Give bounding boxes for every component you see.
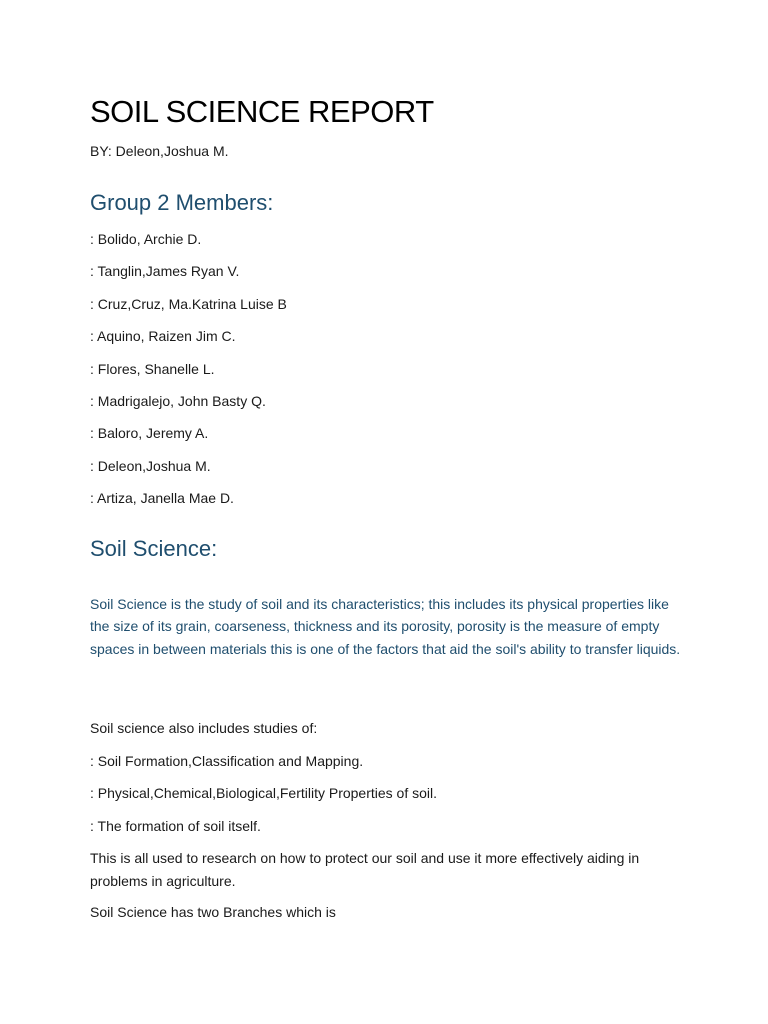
soil-science-definition: Soil Science is the study of soil and its characteristics; this includes its physical properties like the size of its grain, coarseness, thickness and its porosity, porosity is the measure of empty spaces in between materials this is one of the factors that aid the soil's ability to transfer liquids. [90,596,681,657]
member-item: : Bolido, Archie D. [90,231,202,247]
report-title: SOIL SCIENCE REPORT [90,94,434,129]
author-byline: BY: Deleon,Joshua M. [90,143,229,159]
member-item: : Deleon,Joshua M. [90,457,211,474]
studies-intro: Soil science also includes studies of: [90,720,318,736]
studies-list [90,753,437,850]
study-item: : Physical,Chemical,Biological,Fertility Properties of soil. [90,785,438,802]
member-item: : Tanglin,James Ryan V. [90,263,240,280]
soil-science-heading: Soil Science: [90,536,218,561]
purpose-paragraph: This is all used to research on how to protect our soil and use it more effectively aiding in problems in agriculture. [90,850,640,889]
member-item: : Artiza, Janella Mae D. [90,490,234,507]
study-item: : Soil Formation,Classification and Mapping. [90,753,364,769]
member-item: : Aquino, Raizen Jim C. [90,328,236,345]
study-item: : The formation of soil itself. [90,817,261,834]
member-item: : Madrigalejo, John Basty Q. [90,392,266,409]
member-item: : Cruz,Cruz, Ma.Katrina Luise B [90,295,287,312]
member-item: : Baloro, Jeremy A. [90,425,209,442]
member-list [90,231,287,523]
members-heading: Group 2 Members: [90,190,274,215]
branches-intro: Soil Science has two Branches which is [90,904,336,920]
member-item: : Flores, Shanelle L. [90,360,215,377]
